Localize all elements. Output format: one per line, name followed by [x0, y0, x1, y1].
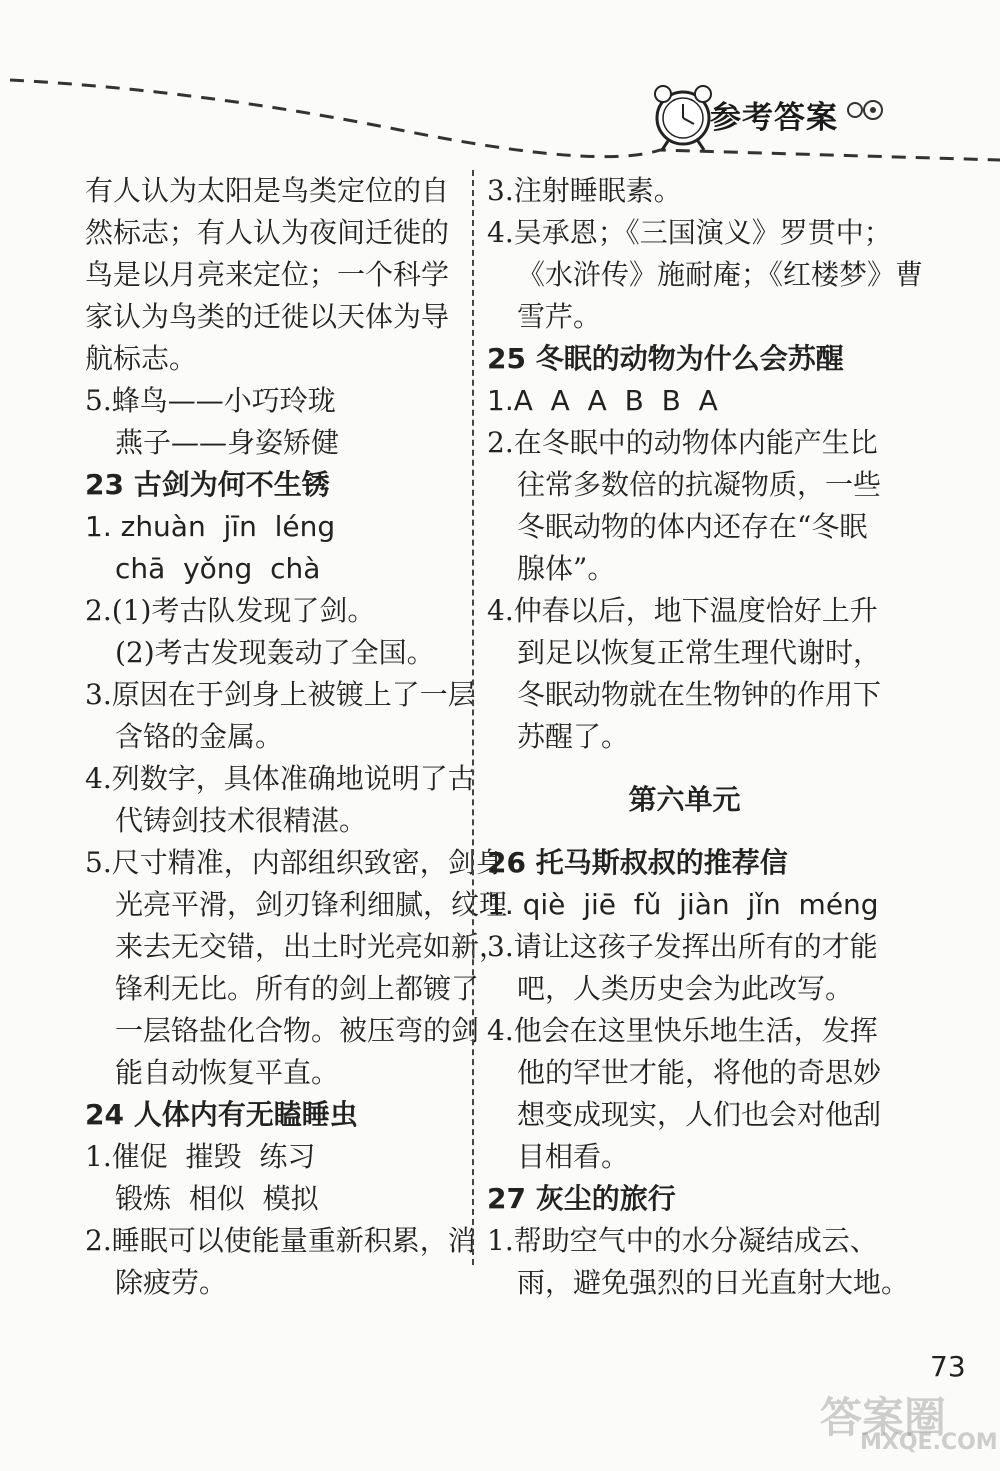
answer-line: 锻炼 相似 模拟: [115, 1182, 319, 1215]
page-number: 73: [930, 1350, 966, 1383]
answer-line: 光亮平滑，剑刃锋利细腻，纹理: [115, 888, 508, 921]
lesson-heading: 27 灰尘的旅行: [487, 1182, 676, 1215]
answer-line: 4.列数字，具体准确地说明了古: [85, 762, 476, 795]
answer-line: 锋利无比。所有的剑上都镀了: [115, 972, 480, 1005]
answer-line: 想变成现实，人们也会对他刮: [517, 1098, 882, 1131]
answer-line: 吧，人类历史会为此改写。: [517, 972, 854, 1005]
unit-heading: 第六单元: [628, 783, 741, 816]
pinyin-line: chā yǒng chà: [115, 552, 321, 585]
answer-line: 往常多数倍的抗凝物质，一些: [517, 468, 882, 501]
answer-line: 含铬的金属。: [115, 720, 284, 753]
column-divider: [472, 170, 474, 1265]
pinyin-line: 1. zhuàn jīn léng: [85, 510, 336, 543]
pinyin-line: 1. qiè jiē fǔ jiàn jǐn méng: [487, 888, 879, 921]
answer-line: 冬眠动物的体内还存在“冬眠: [517, 510, 868, 543]
dashed-header-curve: [0, 0, 1000, 190]
lesson-heading: 25 冬眠的动物为什么会苏醒: [487, 342, 844, 375]
answer-line: 2.睡眠可以使能量重新积累，消: [85, 1224, 476, 1257]
watermark-url: MXQE.COM: [860, 1430, 998, 1455]
left-answer-column: [85, 170, 508, 1304]
answer-line: 4.仲春以后，地下温度恰好上升: [487, 594, 878, 627]
page-header: [0, 0, 1000, 190]
answer-line: 《水浒传》施耐庵；《红楼梦》曹: [517, 258, 924, 291]
answer-line: 雨，避免强烈的日光直射大地。: [517, 1266, 910, 1299]
answer-line: 燕子——身姿矫健: [115, 426, 340, 459]
answer-line: 他的罕世才能，将他的奇思妙: [517, 1056, 882, 1089]
answer-line: 腺体”。: [517, 552, 616, 585]
right-answer-column: [487, 170, 924, 1304]
answer-line: 然标志；有人认为夜间迁徙的: [85, 216, 450, 249]
lesson-heading: 23 古剑为何不生锈: [85, 468, 330, 501]
answer-line: 家认为鸟类的迁徙以天体为导: [85, 300, 450, 333]
answer-line: 有人认为太阳是鸟类定位的自: [85, 174, 450, 207]
answer-line: 5.蜂鸟——小巧玲珑: [85, 384, 336, 417]
answer-line: 除疲劳。: [115, 1266, 228, 1299]
answer-line: 1.帮助空气中的水分凝结成云、: [487, 1224, 878, 1257]
answer-line: 目相看。: [517, 1140, 630, 1173]
answer-line: 航标志。: [85, 342, 198, 375]
answer-line: 3.注射睡眠素。: [487, 174, 682, 207]
answer-line: 5.尺寸精准，内部组织致密，剑身: [85, 846, 504, 879]
answer-line: 代铸剑技术很精湛。: [115, 804, 368, 837]
answer-line: 1.催促 摧毁 练习: [85, 1140, 316, 1173]
answer-line: 到足以恢复正常生理代谢时，: [517, 636, 882, 669]
answer-line: 2.(1)考古队发现了剑。: [85, 594, 376, 627]
answer-line: 苏醒了。: [517, 720, 630, 753]
answer-line: 3.请让这孩子发挥出所有的才能: [487, 930, 878, 963]
answer-line: 4.吴承恩；《三国演义》罗贯中；: [487, 216, 892, 249]
answer-line: 一层铬盐化合物。被压弯的剑: [115, 1014, 480, 1047]
answer-line: 能自动恢复平直。: [115, 1056, 340, 1089]
flower-icon: [848, 101, 882, 119]
answer-line: 冬眠动物就在生物钟的作用下: [517, 678, 882, 711]
lesson-heading: 26 托马斯叔叔的推荐信: [487, 846, 788, 879]
answer-line: 2.在冬眠中的动物体内能产生比: [487, 426, 878, 459]
answer-line: 3.原因在于剑身上被镀上了一层: [85, 678, 476, 711]
answer-line: 鸟是以月亮来定位；一个科学: [85, 258, 450, 291]
answer-line: 4.他会在这里快乐地生活，发挥: [487, 1014, 878, 1047]
answer-line: (2)考古发现轰动了全国。: [115, 636, 435, 669]
page-title: 参考答案: [710, 100, 838, 136]
lesson-heading: 24 人体内有无瞌睡虫: [85, 1098, 358, 1131]
answer-line: 来去无交错，出土时光亮如新，: [115, 930, 508, 963]
watermark-logo: 答案圈: [820, 1393, 947, 1442]
answer-line: 雪芹。: [517, 300, 602, 333]
pinyin-line: 1.A A A B B A: [487, 384, 718, 417]
alarm-clock-icon: [655, 86, 711, 150]
